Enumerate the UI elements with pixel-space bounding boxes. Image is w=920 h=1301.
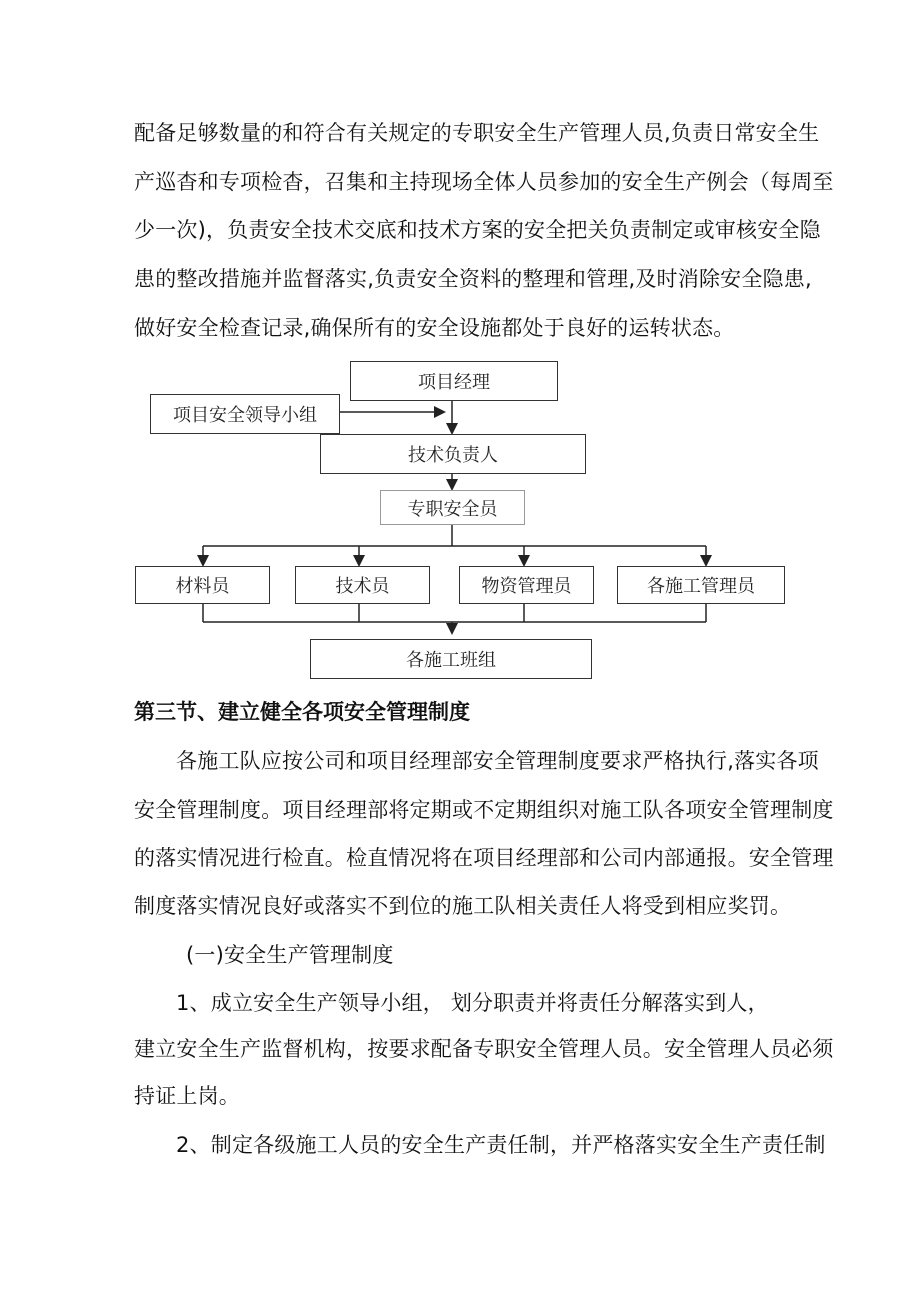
org-box-project-manager: 项目经理 [350,361,558,401]
item-1-line-1: 1、成立安全生产领导小组， 划分职责并将责任分解落实到人， [176,991,769,1015]
section-line-4: 制度落实情况良好或落实不到位的施工队相关责任人将受到相应奖罚。 [134,894,792,918]
section-line-1: 各施工队应按公司和项目经理部安全管理制度要求严格执行,落实各项 [176,749,819,773]
section-line-3: 的落实情况进行检直。检直情况将在项目经理部和公司内部通报。安全管理 [134,846,834,870]
org-box-staff-supplies: 物资管理员 [459,566,594,604]
org-box-safety-leading-group: 项目安全领导小组 [150,394,340,434]
intro-line-1: 配备足够数量的和符合有关规定的专职安全生产管理人员,负责日常安全生 [134,121,820,145]
subsection-title: (一)安全生产管理制度 [186,943,394,967]
section-title: 第三节、建立健全各项安全管理制度 [134,700,470,724]
item-1-line-3: 持证上岗。 [134,1084,240,1108]
org-box-staff-technician: 技术员 [295,566,430,604]
section-line-2: 安全管理制度。项目经理部将定期或不定期组织对施工队各项安全管理制度 [134,798,834,822]
org-box-construction-teams: 各施工班组 [310,639,592,679]
org-box-safety-officer: 专职安全员 [380,490,525,525]
item-1-line-2: 建立安全生产监督机构，按要求配备专职安全管理人员。安全管理人员必须 [134,1037,834,1061]
intro-line-4: 患的整改措施并监督落实,负责安全资料的整理和管理,及时消除安全隐患, [134,267,812,291]
intro-line-5: 做好安全检查记录,确保所有的安全设施都处于良好的运转状态。 [134,316,735,340]
org-box-staff-construction-managers: 各施工管理员 [617,566,785,604]
intro-line-2: 产巡杳和专项检杳，召集和主持现场全体人员参加的安全生产例会（每周至 [134,170,834,194]
intro-line-3: 少一次)，负责安全技术交底和技术方案的安全把关负责制定或审核安全隐 [134,218,821,242]
org-box-technical-lead: 技术负责人 [320,434,586,474]
org-box-staff-materials: 材料员 [135,566,270,604]
item-2-line-1: 2、制定各级施工人员的安全生产责任制，并严格落实安全生产责任制 [176,1133,826,1157]
